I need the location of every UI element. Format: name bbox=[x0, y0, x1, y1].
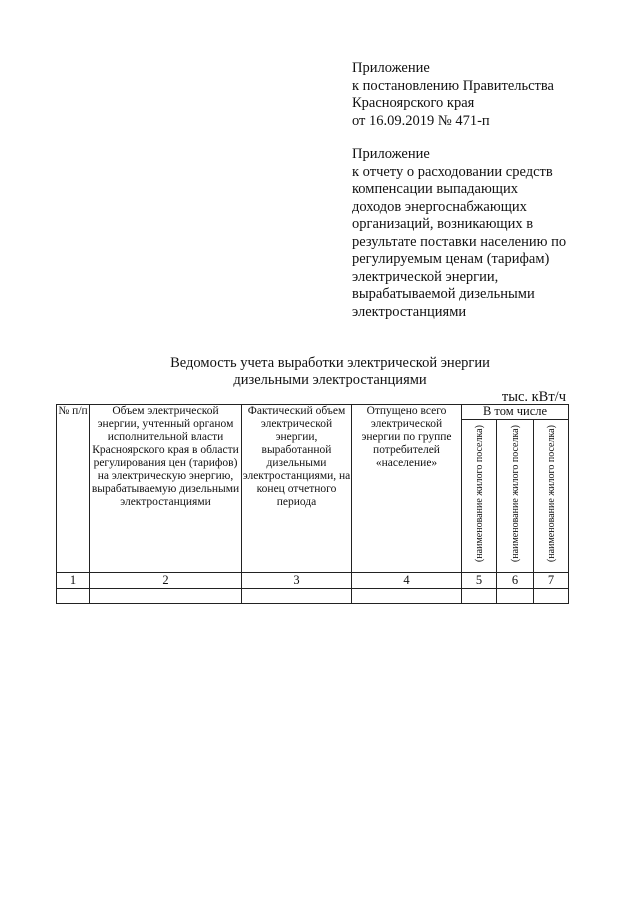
appendix-report-line: электрической энергии, bbox=[352, 268, 499, 285]
document-title-line2: дизельными электростанциями bbox=[233, 372, 427, 388]
appendix-report-line: регулируемым ценам (тарифам) bbox=[352, 251, 550, 267]
document-title-line1: Ведомость учета выработки электрической энергии bbox=[170, 355, 490, 371]
appendix-report-header bbox=[352, 146, 622, 321]
table-cell-empty bbox=[534, 589, 569, 604]
header-settlement-3 bbox=[534, 420, 569, 573]
header-actual-volume: Фактический объем электрической энергии, выработанной дизельными электростанциями, на конец отчетного периода bbox=[242, 405, 352, 573]
ledger-table bbox=[56, 404, 569, 604]
appendix-main-line: Красноярского края bbox=[352, 95, 475, 111]
appendix-report-line: результате поставки населению по bbox=[352, 233, 567, 250]
table-cell-empty bbox=[352, 589, 462, 604]
column-number: 1 bbox=[57, 573, 90, 589]
table-header-row bbox=[57, 405, 569, 420]
column-number: 6 bbox=[497, 573, 534, 589]
table-row-empty bbox=[57, 589, 569, 604]
appendix-main-line: от 16.09.2019 № 471-п bbox=[352, 112, 490, 129]
column-number-row bbox=[57, 573, 569, 589]
appendix-main-line: Приложение bbox=[352, 60, 430, 76]
header-row-number: № п/п bbox=[57, 405, 90, 573]
column-number: 4 bbox=[352, 573, 462, 589]
column-number: 7 bbox=[534, 573, 569, 589]
appendix-main-line: к постановлению Правительства bbox=[352, 77, 554, 94]
column-number: 5 bbox=[462, 573, 497, 589]
header-settlement-3-text: (наименование жилого поселка) bbox=[545, 425, 557, 563]
header-settlement-1-text: (наименование жилого поселка) bbox=[473, 425, 485, 563]
table-cell-empty bbox=[90, 589, 242, 604]
header-settlement-2-text: (наименование жилого поселка) bbox=[509, 425, 521, 563]
column-number: 3 bbox=[242, 573, 352, 589]
header-including-group: В том числе bbox=[462, 405, 569, 420]
appendix-report-line: к отчету о расходовании средств bbox=[352, 163, 553, 180]
appendix-report-line: компенсации выпадающих bbox=[352, 181, 518, 197]
header-settlement-1 bbox=[462, 420, 497, 573]
appendix-report-line: доходов энергоснабжающих bbox=[352, 198, 527, 215]
table-cell-empty bbox=[242, 589, 352, 604]
appendix-report-line: Приложение bbox=[352, 146, 430, 162]
header-settlement-2 bbox=[497, 420, 534, 573]
header-planned-volume: Объем электрической энергии, учтенный органом исполнительной власти Красноярского края в области регулирования цен (тарифов) на электрическую энергию, вырабатываемую дизельными электростанциями bbox=[90, 405, 242, 573]
table-cell-empty bbox=[497, 589, 534, 604]
appendix-report-line: организаций, возникающих в bbox=[352, 216, 534, 232]
table-cell-empty bbox=[57, 589, 90, 604]
appendix-report-line: электростанциями bbox=[352, 303, 467, 320]
document-title bbox=[130, 355, 530, 389]
appendix-main-header bbox=[352, 60, 622, 130]
column-number: 2 bbox=[90, 573, 242, 589]
appendix-report-line: вырабатываемой дизельными bbox=[352, 286, 535, 302]
header-released-total: Отпущено всего электрической энергии по группе потребителей «население» bbox=[352, 405, 462, 573]
table-cell-empty bbox=[462, 589, 497, 604]
unit-label: тыс. кВт/ч bbox=[501, 389, 566, 405]
